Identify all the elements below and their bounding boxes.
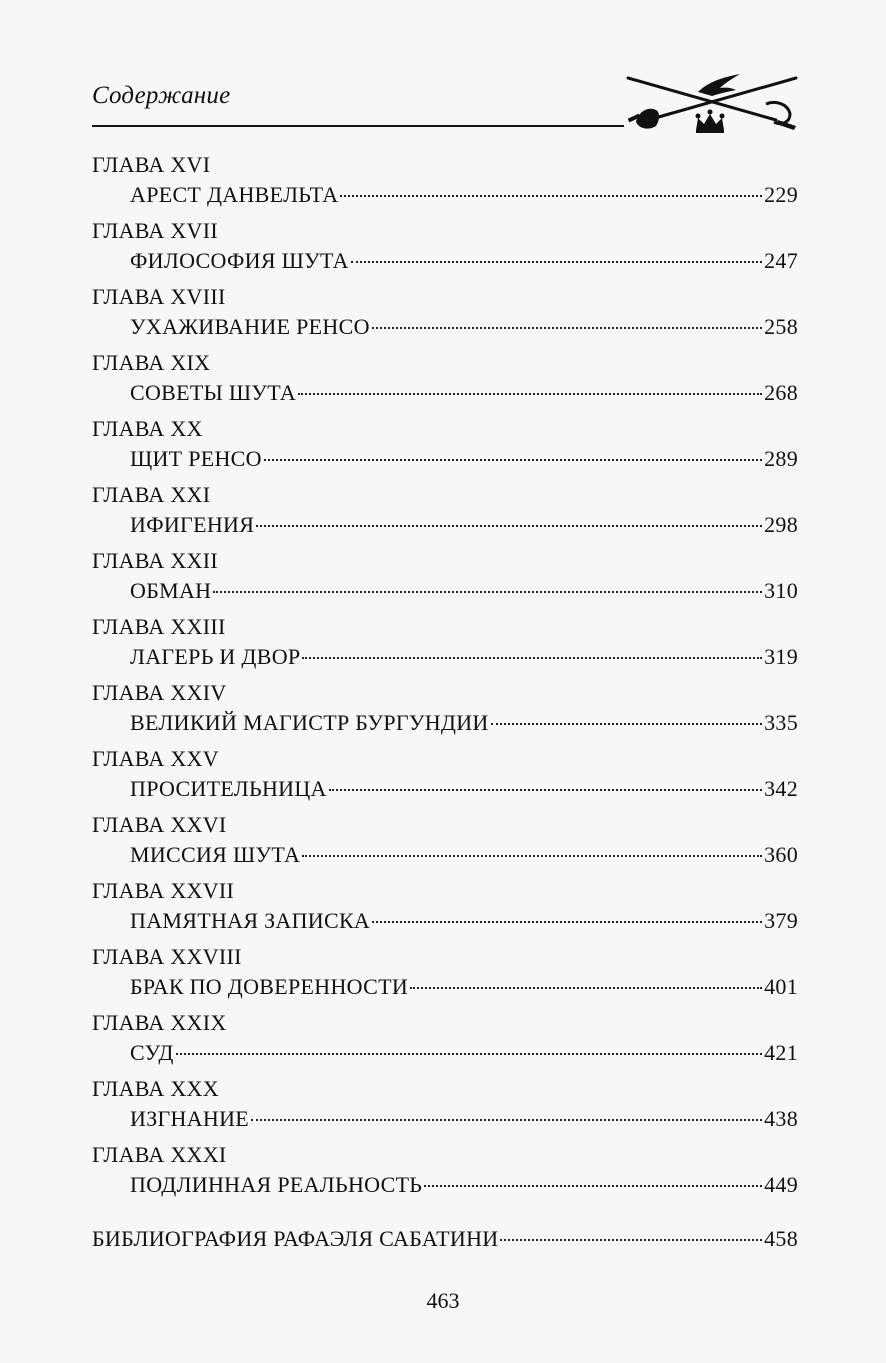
toc-entry[interactable] — [92, 546, 798, 612]
dot-leader — [372, 921, 762, 923]
toc-bibliography-entry[interactable] — [92, 1224, 798, 1254]
chapter-page: 342 — [764, 776, 798, 801]
toc-line — [130, 1104, 798, 1134]
chapter-number: ГЛАВА XXVII — [92, 878, 235, 903]
bibliography-page: 458 — [764, 1226, 798, 1251]
chapter-number: ГЛАВА XVIII — [92, 284, 226, 309]
chapter-page: 319 — [764, 644, 798, 669]
chapter-number: ГЛАВА XXI — [92, 482, 211, 507]
toc-entry[interactable] — [92, 414, 798, 480]
dot-leader — [176, 1053, 762, 1055]
toc-line — [130, 1038, 798, 1068]
dot-leader — [424, 1185, 762, 1187]
toc-line — [130, 510, 798, 540]
chapter-number: ГЛАВА XIX — [92, 350, 211, 375]
bibliography-title: БИБЛИОГРАФИЯ РАФАЭЛЯ САБАТИНИ — [92, 1226, 499, 1251]
dot-leader — [500, 1239, 762, 1241]
toc-entry[interactable] — [92, 1074, 798, 1140]
toc-entry[interactable] — [92, 216, 798, 282]
table-of-contents — [92, 150, 798, 1206]
dot-leader — [302, 657, 762, 659]
chapter-page: 379 — [764, 908, 798, 933]
toc-line — [130, 444, 798, 474]
dot-leader — [302, 855, 762, 857]
chapter-number: ГЛАВА XXIII — [92, 614, 226, 639]
toc-entry[interactable] — [92, 150, 798, 216]
crossed-swords-crown-eagle-icon — [626, 70, 798, 136]
chapter-number: ГЛАВА XXVIII — [92, 944, 242, 969]
chapter-number: ГЛАВА XXX — [92, 1076, 219, 1101]
chapter-title: ВЕЛИКИЙ МАГИСТР БУРГУНДИИ — [130, 710, 489, 735]
chapter-page: 401 — [764, 974, 798, 999]
chapter-page: 335 — [764, 710, 798, 735]
toc-line — [130, 180, 798, 210]
toc-entry[interactable] — [92, 480, 798, 546]
page-header — [92, 70, 798, 140]
chapter-title: МИССИЯ ШУТА — [130, 842, 301, 867]
toc-entry[interactable] — [92, 744, 798, 810]
chapter-title: ПАМЯТНАЯ ЗАПИСКА — [130, 908, 371, 933]
toc-line — [130, 774, 798, 804]
toc-line — [130, 378, 798, 408]
chapter-title: ИФИГЕНИЯ — [130, 512, 255, 537]
toc-entry[interactable] — [92, 282, 798, 348]
toc-entry[interactable] — [92, 678, 798, 744]
chapter-number: ГЛАВА XVI — [92, 152, 211, 177]
chapter-page: 268 — [764, 380, 798, 405]
chapter-title: СУД — [130, 1040, 174, 1065]
toc-entry[interactable] — [92, 1140, 798, 1206]
chapter-title: ОБМАН — [130, 578, 212, 603]
chapter-page: 258 — [764, 314, 798, 339]
toc-line — [130, 246, 798, 276]
chapter-page: 298 — [764, 512, 798, 537]
chapter-number: ГЛАВА XX — [92, 416, 203, 441]
chapter-title: ЛАГЕРЬ И ДВОР — [130, 644, 301, 669]
chapter-page: 438 — [764, 1106, 798, 1131]
chapter-number: ГЛАВА XXIV — [92, 680, 227, 705]
toc-line — [130, 642, 798, 672]
header-rule — [92, 125, 624, 127]
dot-leader — [410, 987, 762, 989]
toc-line — [130, 312, 798, 342]
chapter-number: ГЛАВА XXII — [92, 548, 218, 573]
chapter-title: ЩИТ РЕНСО — [130, 446, 262, 471]
chapter-title: ПОДЛИННАЯ РЕАЛЬНОСТЬ — [130, 1172, 423, 1197]
chapter-page: 310 — [764, 578, 798, 603]
chapter-title: ИЗГНАНИЕ — [130, 1106, 250, 1131]
chapter-page: 421 — [764, 1040, 798, 1065]
dot-leader — [491, 723, 762, 725]
chapter-title: БРАК ПО ДОВЕРЕННОСТИ — [130, 974, 409, 999]
chapter-page: 289 — [764, 446, 798, 471]
dot-leader — [256, 525, 762, 527]
page-number: 463 — [426, 1288, 460, 1313]
chapter-title: УХАЖИВАНИЕ РЕНСО — [130, 314, 370, 339]
chapter-title: ФИЛОСОФИЯ ШУТА — [130, 248, 349, 273]
dot-leader — [213, 591, 762, 593]
toc-line — [130, 708, 798, 738]
chapter-page: 449 — [764, 1172, 798, 1197]
toc-line — [130, 840, 798, 870]
dot-leader — [298, 393, 762, 395]
chapter-number: ГЛАВА XXV — [92, 746, 219, 771]
chapter-page: 360 — [764, 842, 798, 867]
chapter-number: ГЛАВА XXVI — [92, 812, 227, 837]
toc-entry[interactable] — [92, 612, 798, 678]
chapter-number: ГЛАВА XXXI — [92, 1142, 227, 1167]
toc-line — [130, 906, 798, 936]
dot-leader — [372, 327, 762, 329]
dot-leader — [251, 1119, 762, 1121]
dot-leader — [351, 261, 762, 263]
toc-line — [130, 576, 798, 606]
chapter-title: ПРОСИТЕЛЬНИЦА — [130, 776, 327, 801]
chapter-number: ГЛАВА XVII — [92, 218, 218, 243]
toc-entry[interactable] — [92, 810, 798, 876]
chapter-number: ГЛАВА XXIX — [92, 1010, 227, 1035]
dot-leader — [264, 459, 762, 461]
toc-entry[interactable] — [92, 1008, 798, 1074]
dot-leader — [340, 195, 762, 197]
toc-line — [130, 1170, 798, 1200]
chapter-title: АРЕСТ ДАНВЕЛЬТА — [130, 182, 339, 207]
toc-line — [130, 972, 798, 1002]
toc-entry[interactable] — [92, 348, 798, 414]
toc-entry[interactable] — [92, 876, 798, 942]
page-title: Содержание — [92, 82, 231, 109]
dot-leader — [329, 789, 762, 791]
chapter-page: 229 — [764, 182, 798, 207]
chapter-title: СОВЕТЫ ШУТА — [130, 380, 297, 405]
chapter-page: 247 — [764, 248, 798, 273]
toc-entry[interactable] — [92, 942, 798, 1008]
